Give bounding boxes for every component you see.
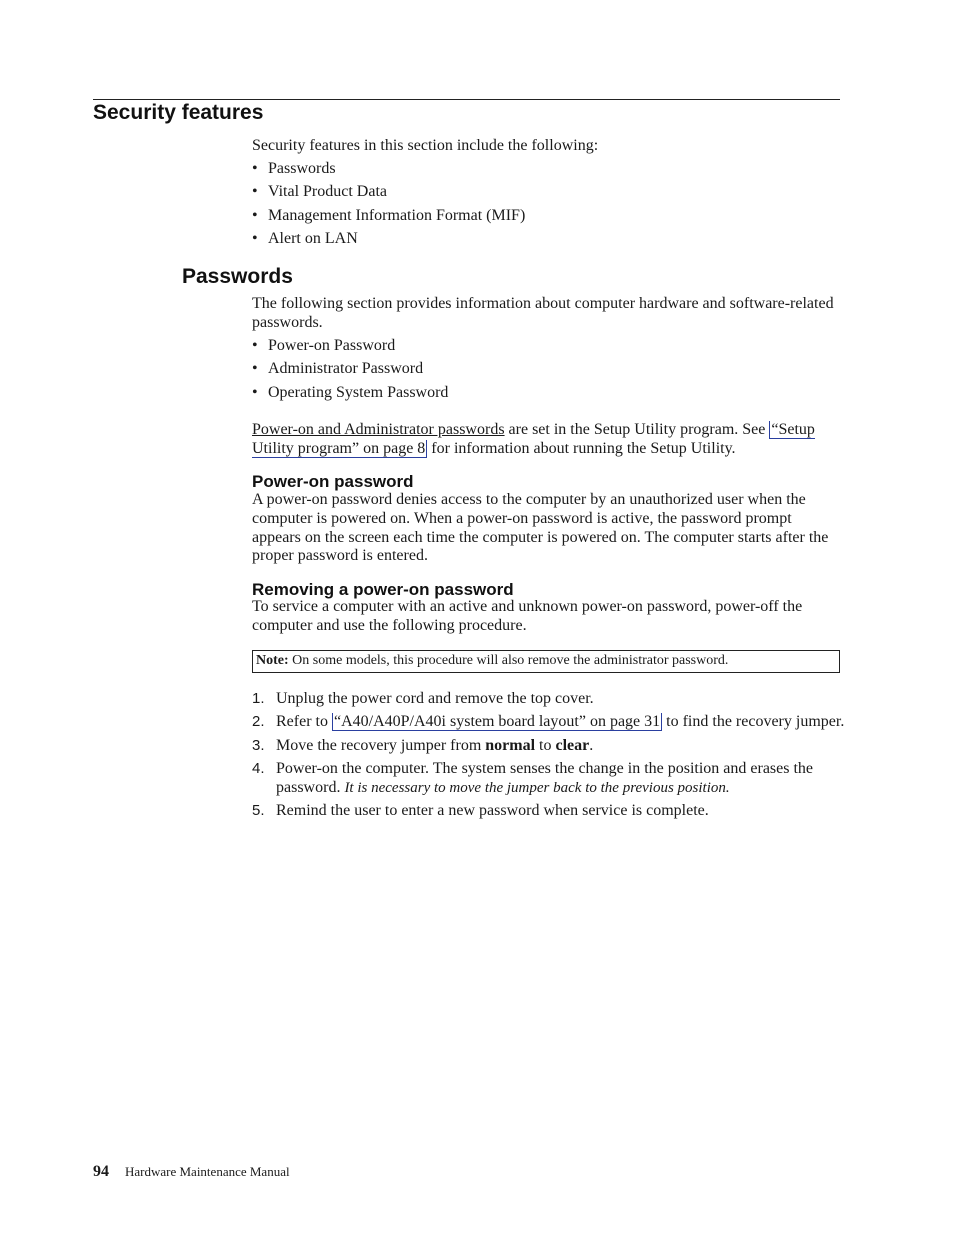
step-text: Remind the user to enter a new password when service is complete. — [276, 802, 709, 820]
step-number: 5. — [252, 802, 265, 820]
list-item: • Alert on LAN — [252, 230, 525, 253]
step-item — [252, 802, 852, 821]
step-text: . — [589, 736, 594, 754]
step-text: to find the recovery jumper. — [662, 713, 845, 731]
passwords-intro: The following section provides information about computer hardware and software-related passwords. — [252, 295, 834, 331]
step-italic: It is necessary to move the jumper back to the previous position. — [344, 779, 730, 796]
board-layout-link[interactable]: “A40/A40P/A40i system board layout” on page 31 — [333, 713, 661, 731]
setup-text-a: Power-on and Administrator passwords — [252, 421, 505, 438]
removing-body: To service a computer with an active and unknown power-on password, power-off the computer and use the following procedure. — [252, 598, 803, 634]
procedure-steps — [252, 690, 852, 826]
step-number: 4. — [252, 760, 265, 778]
list-item: • Operating System Password — [252, 384, 448, 407]
step-item — [252, 760, 852, 798]
step-bold: clear — [555, 736, 590, 754]
power-on-body: A power-on password denies access to the computer by an unauthorized user when the computer is powered on. When a power-on password is active, the password prompt appears on the screen each time the computer is powered on. The computer starts after the proper password is entered. — [252, 491, 829, 565]
password-type-list — [252, 337, 448, 407]
list-item: • Vital Product Data — [252, 183, 525, 206]
step-number: 2. — [252, 713, 265, 731]
step-text: Unplug the power cord and remove the top cover. — [276, 690, 594, 707]
step-number: 3. — [252, 736, 265, 754]
step-text: Power-on the computer. The system senses the change in the position and erases the password. — [276, 760, 814, 796]
setup-text-c: for information about running the Setup Utility. — [427, 439, 736, 457]
list-item: • Passwords — [252, 160, 525, 183]
section-divider — [93, 99, 840, 100]
list-item: • Administrator Password — [252, 360, 448, 383]
step-bold: normal — [485, 736, 536, 754]
step-text: Refer to — [276, 713, 332, 731]
feature-list — [252, 160, 525, 254]
step-item — [252, 713, 852, 732]
section-title: Security features — [93, 101, 264, 124]
power-on-heading: Power-on password — [252, 472, 414, 491]
manual-title: Hardware Maintenance Manual — [125, 1164, 290, 1179]
setup-text-b: are set in the Setup Utility program. See — [504, 421, 770, 438]
page-number: 94 — [93, 1163, 109, 1180]
step-text: Move the recovery jumper from — [276, 736, 486, 754]
note-text: On some models, this procedure will also remove the administrator password. — [292, 653, 729, 668]
step-number: 1. — [252, 690, 265, 707]
note-label: Note: — [256, 653, 289, 668]
page-footer — [93, 1163, 290, 1181]
note-box — [252, 650, 840, 673]
list-item: • Power-on Password — [252, 337, 448, 360]
removing-heading: Removing a power-on password — [252, 580, 514, 599]
setup-utility-link[interactable]: “Setup Utility program” on page 8 — [252, 421, 815, 457]
list-item: • Management Information Format (MIF) — [252, 207, 525, 230]
passwords-heading: Passwords — [182, 265, 293, 288]
step-text: to — [535, 736, 556, 754]
step-item — [252, 737, 852, 756]
setup-utility-paragraph — [252, 421, 852, 459]
step-item — [252, 690, 852, 709]
section-intro: Security features in this section include the following: — [252, 137, 599, 154]
